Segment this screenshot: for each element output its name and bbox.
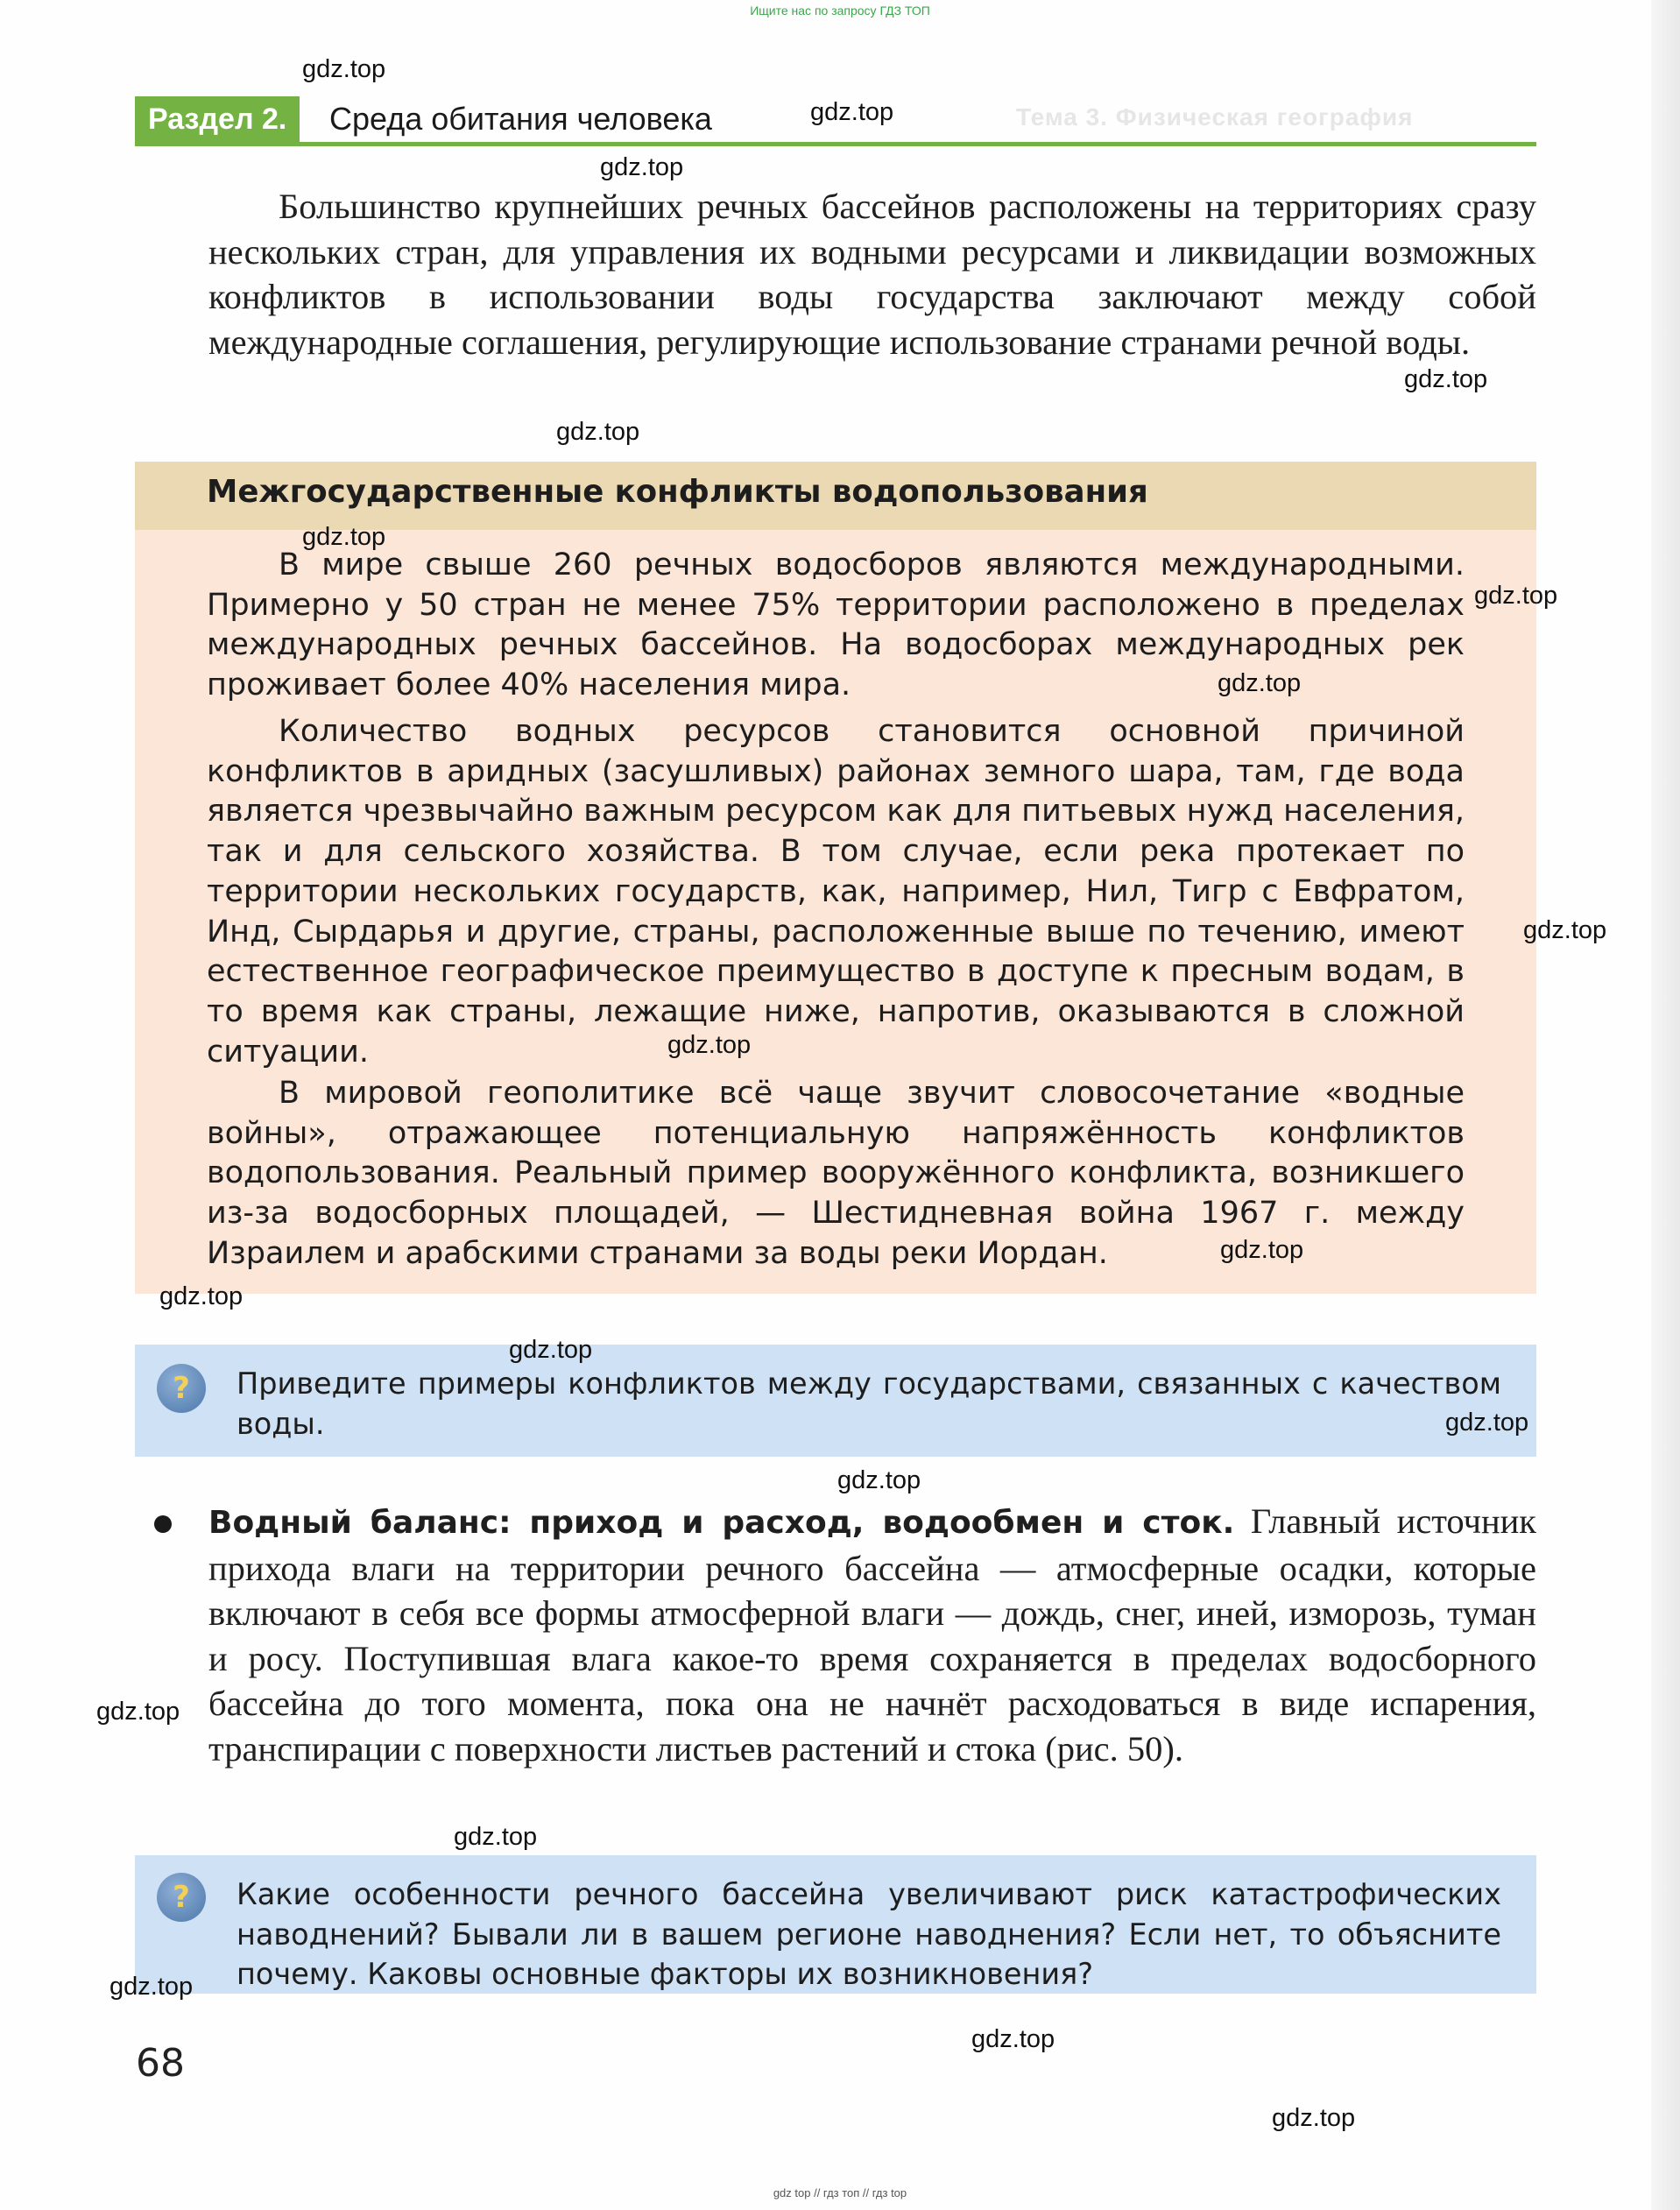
page-edge-shadow — [1651, 0, 1680, 2210]
sidebar-box — [135, 462, 1536, 1294]
sidebar-box-title: Межгосударственные конфликты водопользования — [207, 474, 1148, 510]
question-text-2: Какие особенности речного бассейна увеличивают риск катастрофических наводнений? Бывали ли в вашем регионе наводнения? Если нет, то объясните почему. Каковы основные факторы их возникновения? — [236, 1877, 1501, 1991]
sidebar-paragraph: В мировой геополитике всё чаще звучит словосочетание «водные войны», отражающее потенциальную напряжённость конфликтов водопользования. Реальный пример вооружённого конфликта, возникшего из-за водосборных площадей, — Шестидневная война 1967 г. между Израилем и арабскими странами за воды реки Иордан. — [207, 1076, 1465, 1271]
bullet-icon — [154, 1515, 172, 1533]
question-icon — [157, 1873, 206, 1922]
question-box-1 — [135, 1345, 1536, 1457]
watermark: gdz.top — [1474, 582, 1558, 610]
watermark: gdz.top — [454, 1823, 538, 1851]
watermark: gdz.top — [109, 1973, 194, 2001]
watermark: gdz.top — [159, 1282, 244, 1310]
watermark: gdz.top — [1523, 916, 1607, 944]
section-title: Среда обитания человека — [329, 101, 712, 137]
question-icon — [157, 1364, 206, 1413]
water-balance-text: Главный источник прихода влаги на территории речного бассейна — атмосферные осадки, которые включают в себя все формы атмосферной влаги — дождь, снег, иней, изморозь, туман и росу. Поступившая влага какое-то время сохраняется в пределах водосборного бассейна до того момента, пока она не начнёт расходоваться в виде испарения, транспирации с поверхности листьев растений и стока (рис. 50). — [208, 1501, 1536, 1769]
sidebar-paragraph: В мире свыше 260 речных водосборов являются международными. Примерно у 50 стран не менее 75% территории расположено в пределах международных речных бассейнов. На водосборах международных рек проживает более 40% населения мира. — [207, 547, 1465, 703]
watermark: gdz.top — [600, 153, 684, 181]
water-balance-paragraph — [208, 1499, 1536, 1771]
question-box-2 — [135, 1855, 1536, 1994]
watermark: gdz.top — [837, 1466, 921, 1494]
water-balance-heading: Водный баланс: приход и расход, водообмен и сток. — [208, 1505, 1235, 1541]
watermark: gdz.top — [1404, 365, 1488, 393]
watermark: gdz.top — [302, 523, 386, 551]
watermark: gdz.top — [96, 1698, 180, 1726]
section-rule — [135, 142, 1536, 146]
bottom-banner: gdz top // гдз топ // гдз top — [773, 2186, 907, 2199]
ghost-header-bleedthrough: Тема 3. Физическая география — [1016, 103, 1414, 131]
watermark: gdz.top — [667, 1031, 752, 1059]
section-label: Раздел 2. — [135, 96, 300, 142]
page-number: 68 — [136, 2041, 185, 2086]
question-text-1: Приведите примеры конфликтов между государствами, связанных с качеством воды. — [236, 1366, 1501, 1441]
sidebar-paragraph: Количество водных ресурсов становится основной причиной конфликтов в аридных (засушливых) районах земного шара, там, где вода является чрезвычайно важным ресурсом как для питьевых нужд населения, так и для сельского хозяйства. В том случае, если река протекает по территории нескольких государств, как, например, Нил, Тигр с Евфратом, Инд, Сырдарья и другие, страны, расположенные выше по течению, имеют естественное географическое преимущество в доступе к пресным водам, в то время как страны, лежащие ниже, напротив, оказываются в сложной ситуации. — [207, 714, 1465, 1070]
watermark: gdz.top — [1445, 1409, 1529, 1437]
watermark: gdz.top — [1220, 1236, 1304, 1264]
intro-paragraph: Большинство крупнейших речных бассейнов расположены на территориях сразу нескольких стран, для управления их водными ресурсами и ликвидации возможных конфликтов в использовании воды государства заключают между собой международные соглашения, регулирующие использование странами речной воды. — [208, 187, 1536, 362]
watermark: gdz.top — [556, 418, 640, 446]
watermark: gdz.top — [1218, 669, 1302, 697]
watermark: gdz.top — [302, 55, 386, 83]
sidebar-box-header — [135, 462, 1536, 530]
watermark: gdz.top — [971, 2025, 1055, 2053]
watermark: gdz.top — [810, 98, 894, 126]
top-banner: Ищите нас по запросу ГДЗ ТОП — [750, 4, 930, 18]
watermark: gdz.top — [1272, 2104, 1356, 2132]
watermark: gdz.top — [509, 1336, 593, 1364]
